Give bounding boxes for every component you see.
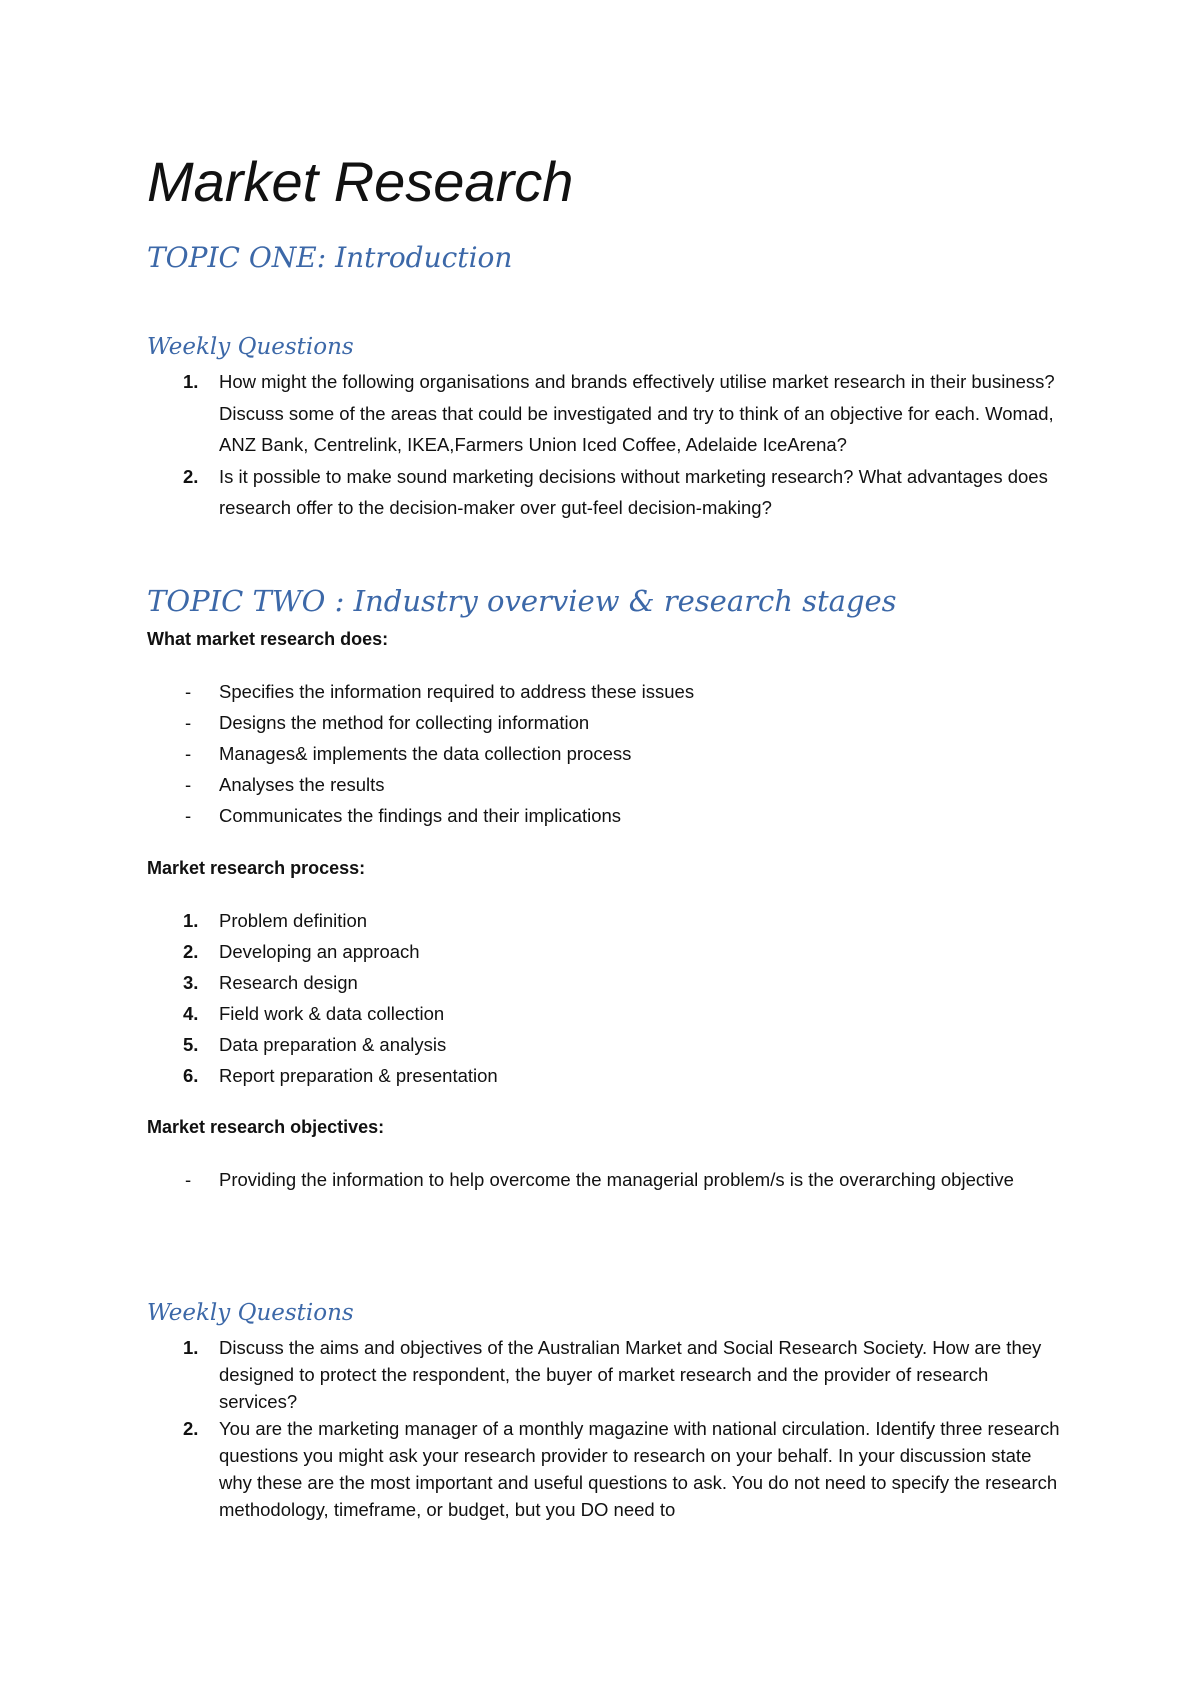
list-marker: - bbox=[185, 743, 192, 764]
list-item bbox=[147, 1334, 1067, 1415]
list-item-text: Data preparation & analysis bbox=[219, 1034, 447, 1055]
question-text: Is it possible to make sound marketing decisions without marketing research? What advantages does research offer to the decision-maker over gut-feel decision-making? bbox=[219, 465, 1048, 518]
list-item bbox=[147, 738, 1067, 769]
list-marker: 4. bbox=[183, 1003, 199, 1024]
list-item-text: Specifies the information required to address these issues bbox=[219, 681, 695, 702]
list-marker: 3. bbox=[183, 972, 199, 993]
list-item-text: Designs the method for collecting information bbox=[219, 712, 590, 733]
list-marker: - bbox=[185, 1169, 192, 1190]
market-research-process-list bbox=[147, 905, 1067, 1091]
market-research-objectives-list bbox=[147, 1164, 1067, 1195]
list-item bbox=[147, 1029, 1067, 1060]
list-item bbox=[147, 707, 1067, 738]
list-marker: - bbox=[185, 805, 192, 826]
market-research-process-label: Market research process: bbox=[147, 858, 366, 878]
list-marker: - bbox=[185, 681, 192, 702]
list-item bbox=[147, 1415, 1067, 1523]
list-item-text: Providing the information to help overcome the managerial problem/s is the overarching objective bbox=[219, 1169, 1014, 1190]
list-item-text: Manages& implements the data collection process bbox=[219, 743, 632, 764]
list-item-text: Problem definition bbox=[219, 910, 368, 931]
list-item-text: Research design bbox=[219, 972, 358, 993]
list-marker: 6. bbox=[183, 1065, 199, 1086]
market-research-does-list bbox=[147, 676, 1067, 831]
list-item bbox=[147, 769, 1067, 800]
list-marker: 5. bbox=[183, 1034, 199, 1055]
list-marker: 1. bbox=[183, 371, 199, 392]
topic-two-heading: TOPIC TWO : Industry overview & research stages bbox=[147, 584, 897, 618]
list-marker: 1. bbox=[183, 1337, 199, 1358]
list-marker: 2. bbox=[183, 1418, 199, 1439]
question-text: Discuss the aims and objectives of the Australian Market and Social Research Society. How are they designed to protect the respondent, the buyer of market research and the provider of research services? bbox=[219, 1337, 1042, 1412]
list-item-text: Developing an approach bbox=[219, 941, 420, 962]
list-item bbox=[147, 366, 1067, 461]
market-research-objectives-label: Market research objectives: bbox=[147, 1117, 385, 1137]
list-marker: 2. bbox=[183, 465, 199, 487]
list-item-text: Field work & data collection bbox=[219, 1003, 445, 1024]
topic-two-weekly-questions-heading: Weekly Questions bbox=[147, 1300, 354, 1326]
topic-two-questions-list bbox=[147, 1334, 1067, 1523]
question-text: How might the following organisations and brands effectively utilise market research in their business? Discuss some of the areas that could be investigated and try to think of an objective for each. Womad, ANZ Bank, Centrelink, IKEA,Farmers Union Iced Coffee, Adelaide IceArena? bbox=[219, 371, 1055, 455]
topic-one-weekly-questions-heading: Weekly Questions bbox=[147, 334, 354, 360]
list-marker: - bbox=[185, 712, 192, 733]
what-market-research-does-label: What market research does: bbox=[147, 629, 389, 649]
document-title: Market Research bbox=[147, 150, 574, 213]
list-item bbox=[147, 936, 1067, 967]
list-marker: 2. bbox=[183, 941, 199, 962]
list-item bbox=[147, 1164, 1067, 1195]
list-item-text: Communicates the findings and their implications bbox=[219, 805, 622, 826]
list-marker: - bbox=[185, 774, 192, 795]
list-item-text: Analyses the results bbox=[219, 774, 385, 795]
list-item bbox=[147, 800, 1067, 831]
topic-one-heading: TOPIC ONE: Introduction bbox=[147, 241, 513, 274]
list-item bbox=[147, 998, 1067, 1029]
topic-one-questions-list bbox=[147, 366, 1067, 524]
list-item-text: Report preparation & presentation bbox=[219, 1065, 498, 1086]
list-item bbox=[147, 967, 1067, 998]
list-item bbox=[147, 905, 1067, 936]
list-item bbox=[147, 676, 1067, 707]
list-item bbox=[147, 1060, 1067, 1091]
question-text: You are the marketing manager of a monthly magazine with national circulation. Identify three research questions you might ask your research provider to research on your behalf. In your discussion state why these are the most important and useful questions to ask. You do not need to specify the research methodology, timeframe, or budget, but you DO need to bbox=[219, 1418, 1060, 1520]
list-item bbox=[147, 461, 1067, 524]
list-marker: 1. bbox=[183, 910, 199, 931]
